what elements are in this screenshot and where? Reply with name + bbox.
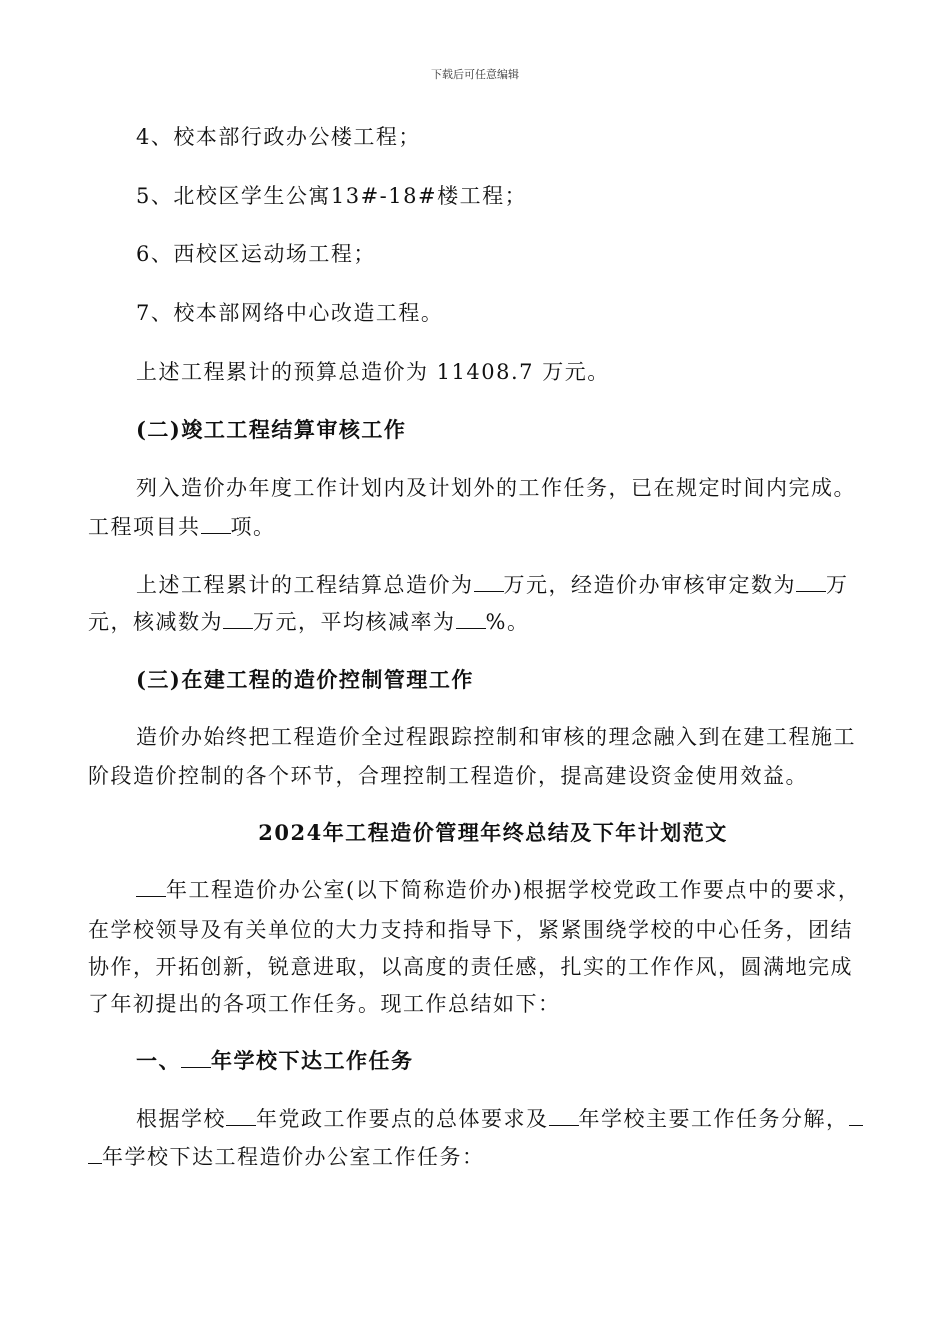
paragraph-line: 阶段造价控制的各个环节，合理控制工程造价，提高建设资金使用效益。 [88,764,808,788]
paragraph-line [88,565,906,605]
text-fragment: 元，核减数为 [88,610,223,634]
text-fragment: 年学校主要工作任务分解， [578,1107,849,1131]
blank-underline [181,1047,211,1068]
text-fragment: 工程项目共 [88,515,201,539]
blank-underline [223,608,253,629]
paragraph-line [88,1099,906,1139]
text-fragment: 万元，平均核减率为 [253,610,456,634]
text-fragment: 万元，经造价办审核审定数为 [503,573,796,597]
blank-underline [796,571,826,592]
blank-underline [474,571,504,592]
list-item: 6、西校区运动场工程； [136,242,376,266]
list-item: 5、北校区学生公寓13#-18#楼工程； [136,184,528,208]
text-fragment: 根据学校 [136,1107,226,1131]
text-fragment: 年学校下达工程造价办公室工作任务： [102,1145,485,1169]
text-fragment: 上述工程累计的工程结算总造价为 [136,573,474,597]
blank-underline [226,1105,256,1126]
section-heading-3: (三)在建工程的造价控制管理工作 [136,667,474,692]
paragraph-line: 在学校领导及有关单位的大力支持和指导下，紧紧围绕学校的中心任务，团结 [88,918,853,942]
text-fragment: %。 [485,610,530,634]
paragraph-line [88,507,858,547]
paragraph-line: 列入造价办年度工作计划内及计划外的工作任务，已在规定时间内完成。 [136,476,856,500]
budget-summary: 上述工程累计的预算总造价为 11408.7 万元。 [136,360,610,384]
paragraph-line: 造价办始终把工程造价全过程跟踪控制和审核的理念融入到在建工程施工 [136,725,856,749]
text-fragment: 一、 [136,1048,181,1073]
blank-underline [88,1143,102,1164]
paragraph-line [88,870,906,910]
paragraph-line [88,602,858,642]
list-item: 4、校本部行政办公楼工程； [136,125,421,149]
text-fragment: 万 [826,573,849,597]
paragraph-line [88,1137,858,1177]
section-heading-2: (二)竣工工程结算审核工作 [136,417,407,442]
text-fragment: 年学校下达工作任务 [211,1048,414,1073]
blank-underline [201,513,231,534]
section-heading-one [88,1041,906,1081]
paragraph-line: 协作，开拓创新，锐意进取，以高度的责任感，扎实的工作作风，圆满地完成 [88,955,853,979]
blank-underline [456,608,486,629]
text-fragment: 年党政工作要点的总体要求及 [256,1107,549,1131]
text-fragment: 年工程造价办公室(以下简称造价办)根据学校党政工作要点中的要求， [166,878,861,902]
header-note: 下载后可任意编辑 [431,68,519,81]
blank-underline [849,1105,863,1126]
list-item: 7、校本部网络中心改造工程。 [136,301,444,325]
blank-underline [136,876,166,897]
text-fragment: 项。 [230,515,276,539]
document-title: 2024年工程造价管理年终总结及下年计划范文 [258,820,728,845]
paragraph-line: 了年初提出的各项工作任务。现工作总结如下： [88,992,561,1016]
blank-underline [549,1105,579,1126]
